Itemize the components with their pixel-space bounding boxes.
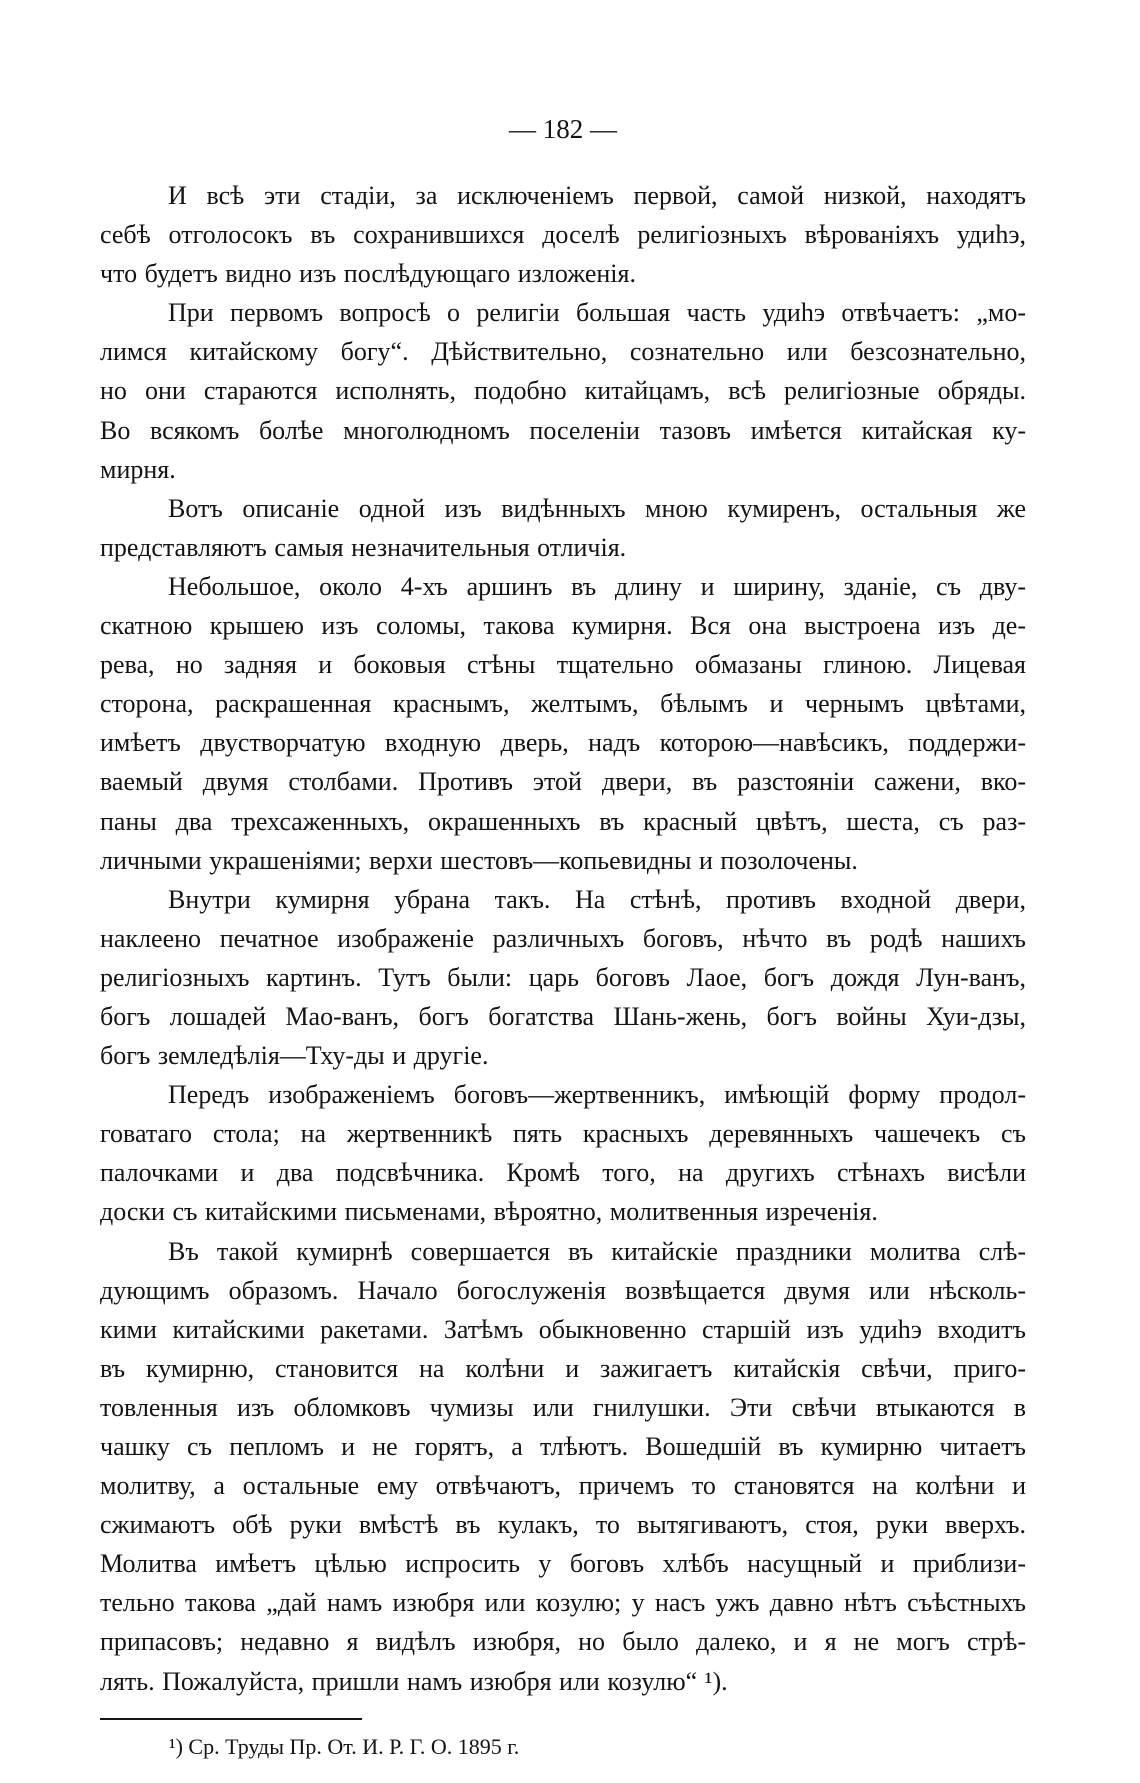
text-line: Внутри кумирня убрана такъ. На стѣнѣ, противъ входной двери, xyxy=(168,884,1026,914)
text-line: мирня. xyxy=(100,454,176,484)
footnote: ¹) Ср. Труды Пр. От. И. Р. Г. О. 1895 г. xyxy=(169,1734,520,1759)
body-text xyxy=(100,176,1026,1701)
text-line: Небольшое, около 4-хъ аршинъ въ длину и ширину, зданіе, съ дву- xyxy=(168,571,1026,601)
text-line: что будетъ видно изъ послѣдующаго изложенія. xyxy=(100,259,636,289)
text-line: въ кумирню, становится на колѣни и зажигаетъ китайскія свѣчи, приго- xyxy=(100,1353,1026,1383)
text-line: доски съ китайскими письменами, вѣроятно, молитвенныя изреченія. xyxy=(100,1197,878,1227)
text-line: говатаго стола; на жертвенникѣ пять красныхъ деревянныхъ чашечекъ съ xyxy=(100,1119,1026,1149)
text-line: Вотъ описаніе одной изъ видѣнныхъ мною кумиренъ, остальныя же xyxy=(168,493,1026,523)
paragraph xyxy=(100,1075,1026,1231)
text-line: скатною крышею изъ соломы, такова кумирня. Вся она выстроена изъ де- xyxy=(100,611,1026,641)
paragraph xyxy=(100,880,1026,1075)
paragraph xyxy=(100,176,1026,293)
paragraph xyxy=(100,567,1026,880)
text-line: себѣ отголосокъ въ сохранившихся доселѣ религіозныхъ вѣрованіяхъ удиһэ, xyxy=(100,220,1026,250)
text-line: лять. Пожалуйста, пришли намъ изюбря или козулю“ ¹). xyxy=(100,1666,728,1696)
text-line: сжимаютъ обѣ руки вмѣстѣ въ кулакъ, то вытягиваютъ, стоя, руки вверхъ. xyxy=(100,1510,1026,1540)
text-line: чашку съ пепломъ и не горятъ, а тлѣютъ. Вошедшій въ кумирню читаетъ xyxy=(100,1432,1026,1461)
page-number: — 182 — xyxy=(509,114,617,144)
text-line: товленныя изъ обломковъ чумизы или гнилушки. Эти свѣчи втыкаются в xyxy=(100,1392,1026,1422)
text-line: И всѣ эти стадіи, за исключеніемъ первой, самой низкой, находятъ xyxy=(168,181,1026,210)
text-line: личными украшеніями; верхи шестовъ—копьевидны и позолочены. xyxy=(100,845,858,875)
text-line: религіозныхъ картинъ. Тутъ были: царь боговъ Лаое, богъ дождя Лун-ванъ, xyxy=(100,962,1026,992)
text-line: молитву, а остальные ему отвѣчаютъ, причемъ то становятся на колѣни и xyxy=(100,1471,1026,1501)
text-line: представляютъ самыя незначительныя отличія. xyxy=(100,532,627,562)
text-line: тельно такова „дай намъ изюбря или козулю; у насъ ужъ давно нѣтъ съѣстныхъ xyxy=(100,1588,1026,1618)
text-line: богъ лошадей Мао-ванъ, богъ богатства Шань-жень, богъ войны Хуи-дзы, xyxy=(100,1001,1026,1031)
paragraph xyxy=(100,489,1026,567)
paragraph xyxy=(100,1232,1026,1701)
text-line: богъ земледѣлія—Тху-ды и другіе. xyxy=(100,1041,489,1071)
text-line: Молитва имѣетъ цѣлью испросить у боговъ хлѣбъ насущный и приблизи- xyxy=(100,1549,1026,1579)
text-line: При первомъ вопросѣ о религіи большая часть удиһэ отвѣчаетъ: „мо- xyxy=(168,298,1026,328)
text-line: Въ такой кумирнѣ совершается въ китайскіе праздники молитва слѣ- xyxy=(168,1236,1026,1266)
footnote-rule xyxy=(100,1718,362,1720)
text-line: припасовъ; недавно я видѣлъ изюбря, но было далеко, и я не могъ стрѣ- xyxy=(100,1627,1026,1657)
text-line: паны два трехсаженныхъ, окрашенныхъ въ красный цвѣтъ, шеста, съ раз- xyxy=(100,806,1026,836)
text-line: Во всякомъ болѣе многолюдномъ поселеніи тазовъ имѣется китайская ку- xyxy=(100,415,1026,445)
text-line: лимся китайскому богу“. Дѣйствительно, сознательно или безсознательно, xyxy=(100,337,1026,367)
text-line: дующимъ образомъ. Начало богослуженія возвѣщается двумя или нѣсколь- xyxy=(100,1275,1026,1305)
text-line: имѣетъ двустворчатую входную дверь, надъ которою—навѣсикъ, поддержи- xyxy=(100,728,1026,758)
text-line: сторона, раскрашенная краснымъ, желтымъ, бѣлымъ и чернымъ цвѣтами, xyxy=(100,689,1026,719)
text-line: кими китайскими ракетами. Затѣмъ обыкновенно старшій изъ удиһэ входитъ xyxy=(100,1314,1026,1344)
text-line: рева, но задняя и боковыя стѣны тщательно обмазаны глиною. Лицевая xyxy=(100,650,1026,680)
text-line: но они стараются исполнять, подобно китайцамъ, всѣ религіозные обряды. xyxy=(100,376,1026,406)
paragraph xyxy=(100,293,1026,488)
text-line: наклеено печатное изображеніе различныхъ боговъ, нѣчто въ родѣ нашихъ xyxy=(100,923,1026,953)
text-line: палочками и два подсвѣчника. Кромѣ того, на другихъ стѣнахъ висѣли xyxy=(100,1158,1026,1188)
text-line: Передъ изображеніемъ боговъ—жертвенникъ, имѣющій форму продол- xyxy=(168,1080,1026,1110)
text-line: ваемый двумя столбами. Противъ этой двери, въ разстояніи сажени, вко- xyxy=(100,767,1026,797)
